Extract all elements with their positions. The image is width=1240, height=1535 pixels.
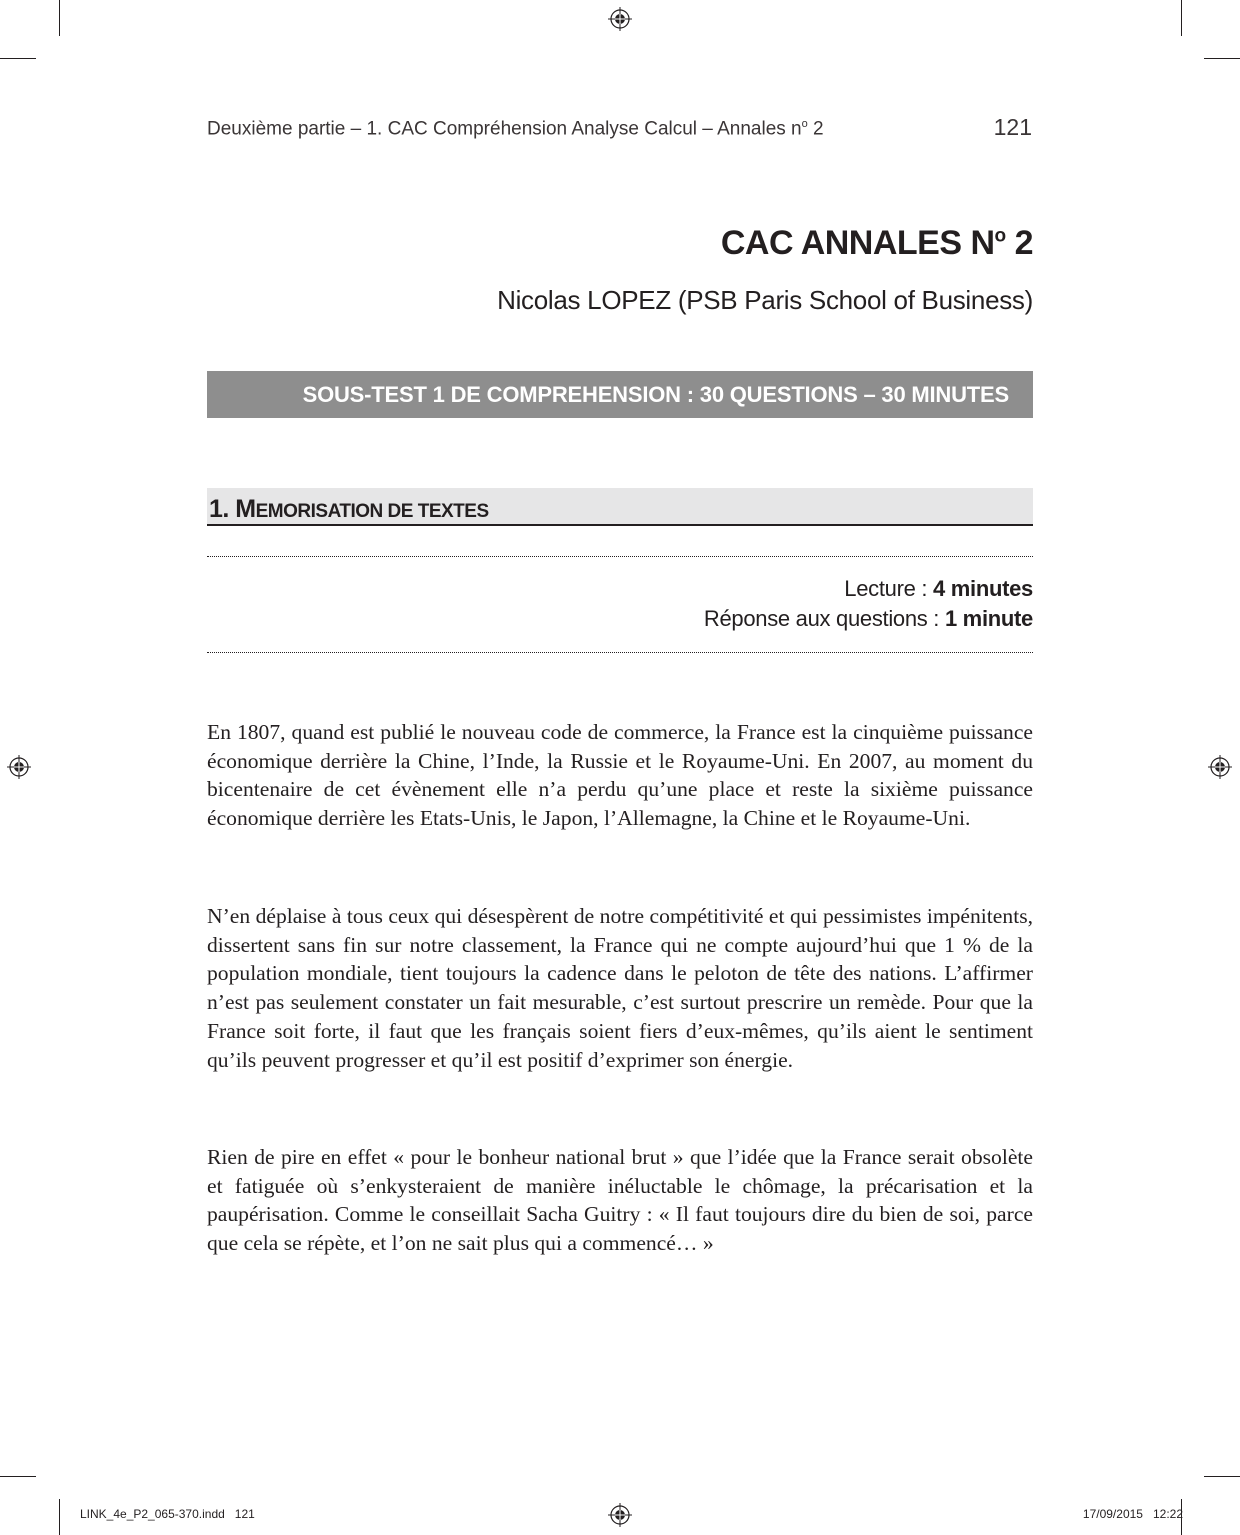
section-heading — [207, 488, 1033, 526]
crop-mark-bottom-left — [59, 1499, 60, 1535]
registration-mark-left-icon — [7, 755, 31, 779]
crop-mark-top-left — [59, 0, 60, 36]
footer-file-slug: LINK_4e_P2_065-370.indd 121 — [80, 1507, 255, 1521]
section-heading-title: EMORISATION DE TEXTES — [255, 501, 489, 522]
document-title-suffix: 2 — [1005, 224, 1033, 262]
document-author: Nicolas LOPEZ (PSB Paris School of Business) — [497, 285, 1033, 315]
crop-mark-top-right-h — [1204, 58, 1240, 59]
paragraph-2: N’en déplaise à tous ceux qui désespèrent de notre compétitivité et qui pessimistes impénitents, dissertent sans fin sur notre classement, la France qui ne compte aujourd’hui que 1 % de la population mondiale, tient toujours la cadence dans le peloton de tête des nations. L’affirmer n’est pas seulement constater un fait mesurable, c’est surtout prescrire un remède. Pour que la France soit forte, il faut que les français soient fiers d’eux-mêmes, qu’ils aient le sentiment qu’ils peuvent progresser et qu’il est positif d’exprimer son énergie. — [207, 904, 1033, 1072]
crop-mark-bottom-right-h — [1204, 1476, 1240, 1477]
running-head-prefix: Deuxième partie – 1. CAC Compréhension Analyse Calcul – Annales n — [207, 118, 802, 140]
document-title-main: CAC ANNALES N — [720, 224, 995, 262]
section-heading-number: 1. M — [209, 495, 256, 523]
timing-answer-value: 1 minute — [944, 606, 1033, 631]
timing-divider-top — [207, 556, 1033, 557]
subtest-banner — [207, 371, 1033, 418]
page-number: 121 — [993, 114, 1032, 140]
running-head-sup: o — [801, 118, 808, 130]
registration-mark-bottom-icon — [608, 1503, 632, 1527]
crop-mark-top-left-h — [0, 58, 36, 59]
registration-mark-right-icon — [1208, 755, 1232, 779]
footer-date-slug: 17/09/2015 12:22 — [1082, 1507, 1183, 1521]
timing-divider-bottom — [207, 652, 1033, 653]
document-title-sup: o — [994, 225, 1006, 247]
running-head-suffix: 2 — [807, 118, 824, 140]
subtest-banner-text: SOUS-TEST 1 DE COMPREHENSION : 30 QUESTIONS – 30 MINUTES — [302, 381, 1009, 407]
timing-answer-label: Réponse aux questions : — [703, 606, 945, 631]
paragraph-3: Rien de pire en effet « pour le bonheur national brut » que l’idée que la France serait obsolète et fatiguée où s’enkysteraient de manière inéluctable le chômage, la précarisation et la paupérisation. Comme le conseillait Sacha Guitry : « Il faut toujours dire du bien de soi, parce que cela se répète, et l’on ne sait plus qui a commencé… » — [207, 1145, 1033, 1256]
timing-reading-value: 4 minutes — [933, 576, 1033, 601]
timing-reading — [844, 576, 1033, 602]
registration-mark-top-icon — [608, 7, 632, 31]
timing-reading-label: Lecture : — [844, 576, 933, 601]
running-head — [207, 118, 824, 140]
timing-answer — [704, 606, 1033, 632]
crop-mark-bottom-left-h — [0, 1476, 36, 1477]
document-title — [721, 224, 1033, 263]
crop-mark-top-right — [1181, 0, 1182, 36]
paragraph-1: En 1807, quand est publié le nouveau code de commerce, la France est la cinquième puissance économique derrière la Chine, l’Inde, la Russie et le Royaume-Uni. En 2007, au moment du bicentenaire de cet évènement elle n’a perdu qu’une place et reste la sixième puissance économique derrière les Etats-Unis, le Japon, l’Allemagne, la Chine et le Royaume-Uni. — [207, 720, 1033, 831]
